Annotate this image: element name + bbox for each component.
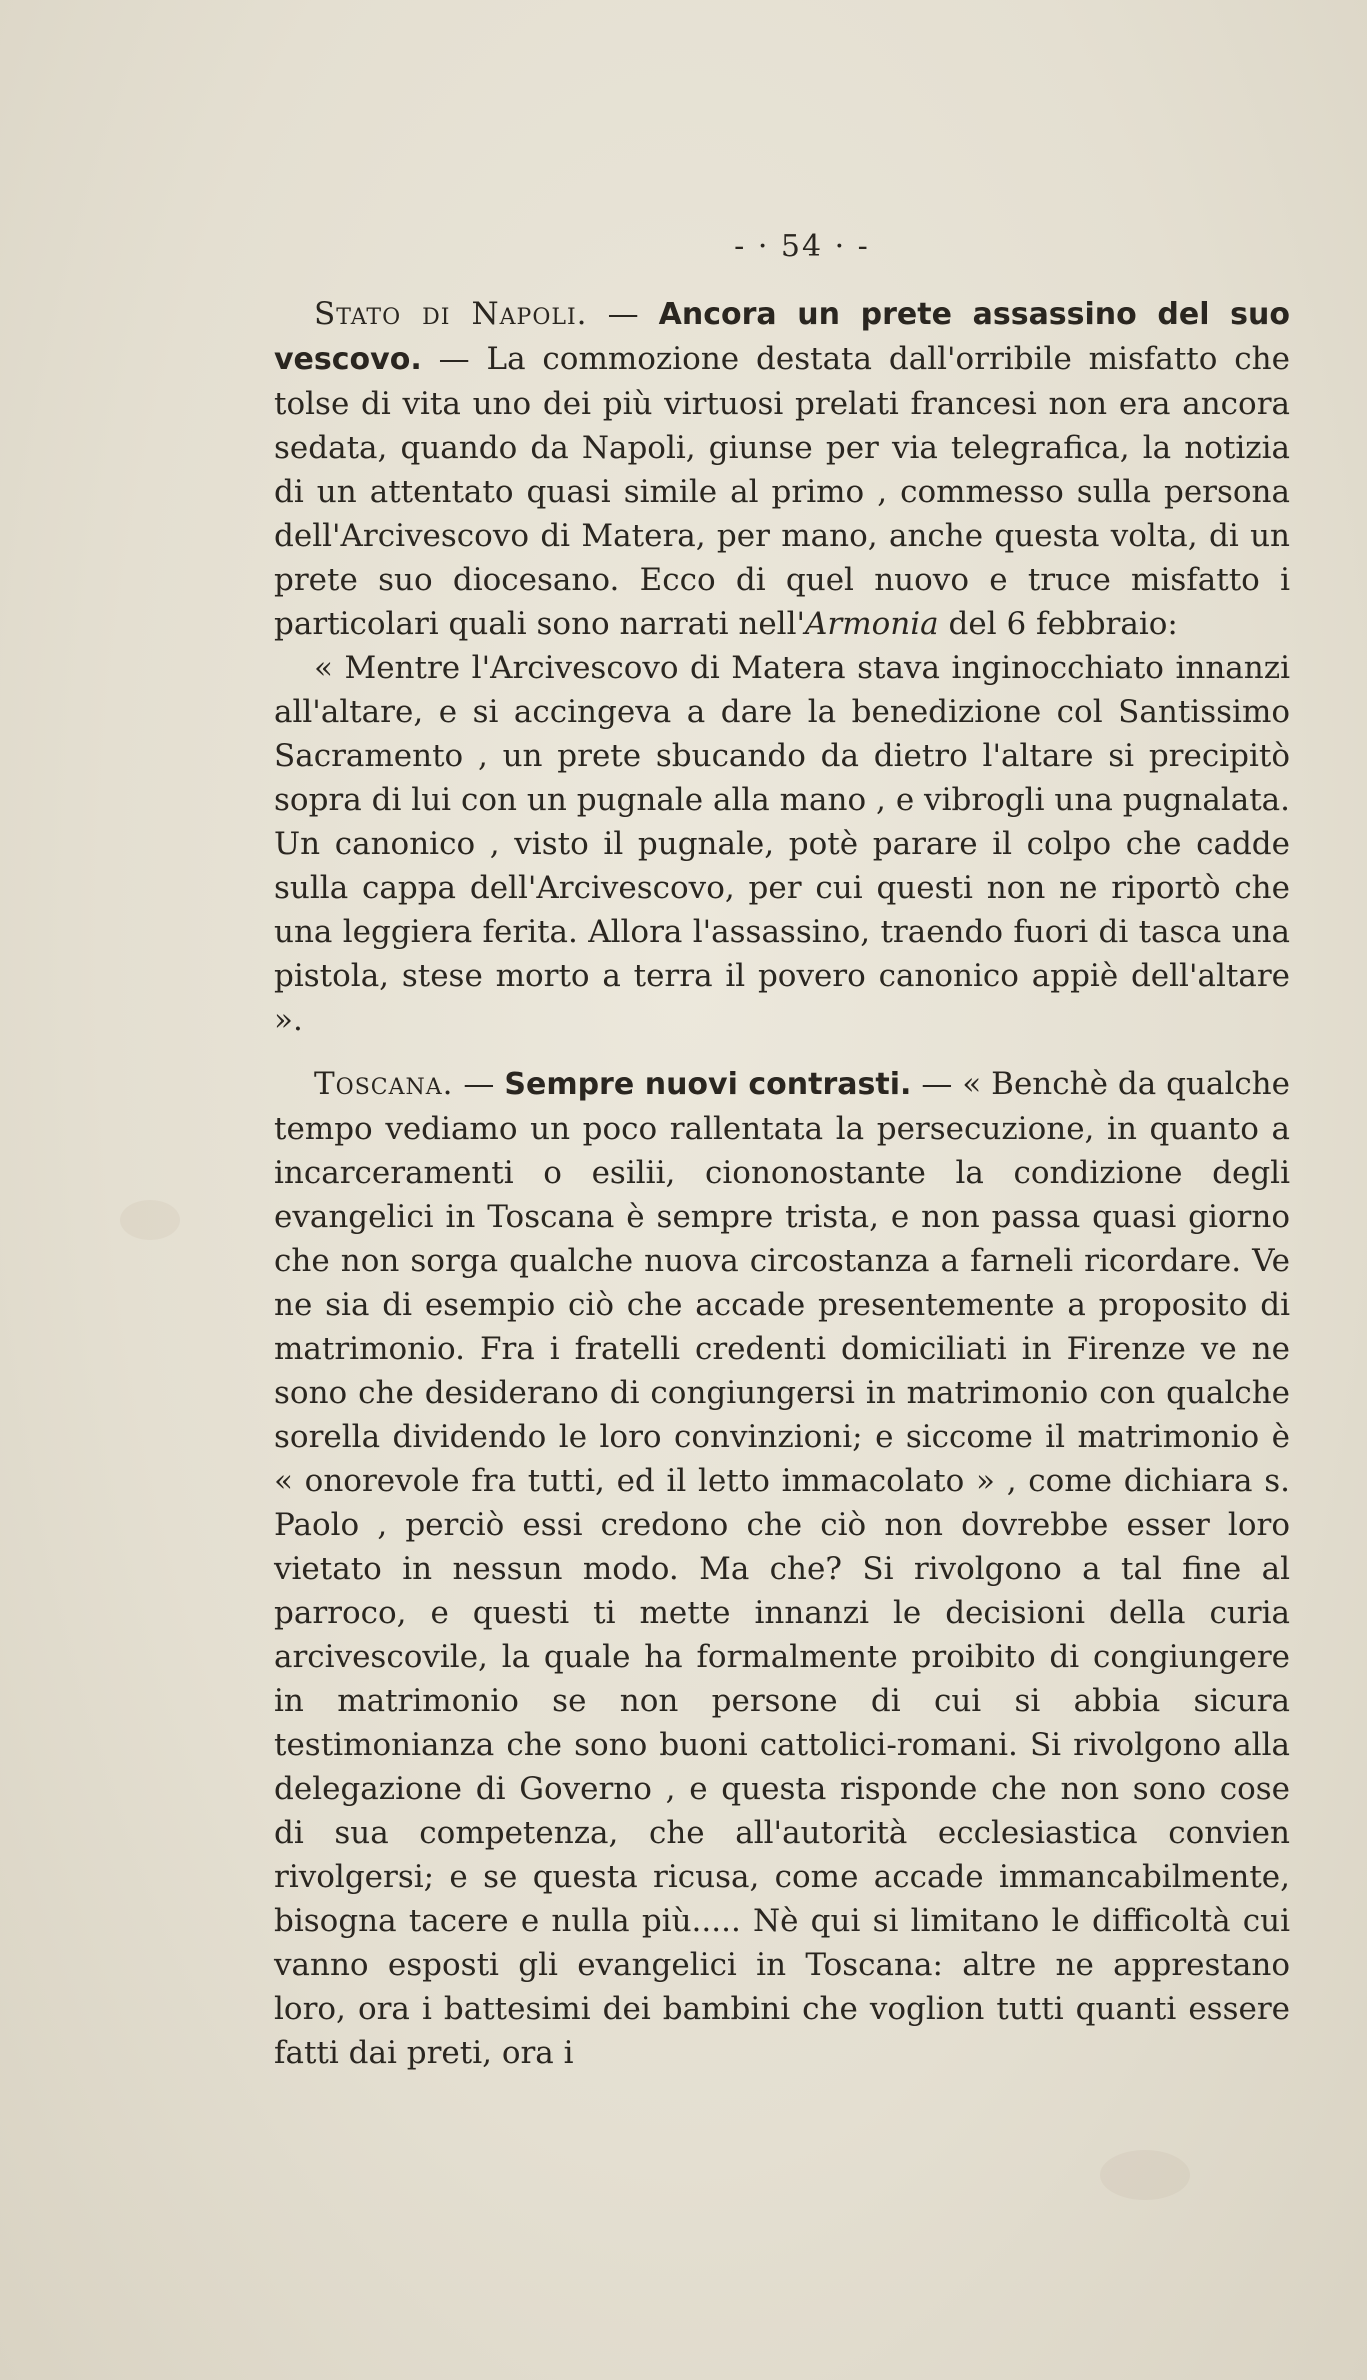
paper-stain (1100, 2150, 1190, 2200)
source-title: Armonia (805, 606, 939, 642)
section-heading: Ancora un prete assassino del suo vescovo. (274, 297, 1290, 377)
paper-stain (120, 1200, 180, 1240)
section-napoli (274, 292, 1290, 646)
body-text: — « Benchè da qualche tempo vediamo un poco rallentata la persecuzione, in quanto a incarceramenti o esilii, ciononostante la condizione degli evangelici in Toscana è sempre trista, e non passa quasi giorno che non sorga qualche nuova circostanza a farneli ricordare. Ve ne sia di esempio ciò che accade presentemente a proposito di matrimonio. Fra i fratelli credenti domiciliati in Firenze ve ne sono che desiderano di congiungersi in matrimonio con qualche sorella dividendo le loro convinzioni; e siccome il matrimonio è « onorevole fra tutti, ed il letto immacolato » , come dichiara s. Paolo , perciò essi credono che ciò non dovrebbe esser loro vietato in nessun modo. Ma che? Si rivolgono a tal fine al parroco, e questi ti mette innanzi le decisioni della curia arcivescovile, la quale ha formalmente proibito di congiungere in matrimonio se non persone di cui si abbia sicura testimonianza che sono buoni cattolici-romani. Si rivolgono alla delegazione di Governo , e questa risponde che non sono cose di sua competenza, che all'autorità ecclesiastica convien rivolgersi; e se questa ricusa, come accade immancabilmente, bisogna tacere e nulla più..... Nè qui si limitano le difficoltà cui vanno esposti gli evangelici in Toscana: altre ne apprestano loro, ora i battesimi dei bambini che voglion tutti quanti essere fatti dai preti, ora i (274, 1066, 1290, 2071)
section-toscana (274, 1062, 1290, 2075)
page-number: - · 54 · - (734, 229, 870, 264)
body-text: — La commozione destata dall'orribile misfatto che tolse di vita uno dei più virtuosi prelati francesi non era ancora sedata, quando da Napoli, giunse per via telegrafica, la notizia di un attentato quasi simile al primo , commesso sulla persona dell'Arcivescovo di Matera, per mano, anche questa volta, di un prete suo diocesano. Ecco di quel nuovo e truce misfatto i particolari quali sono narrati nell' (274, 341, 1290, 642)
body-text: del 6 febbraio: (938, 606, 1178, 642)
dash: — (587, 296, 659, 332)
place-name: Stato di Napoli. (314, 296, 588, 332)
dash: — (453, 1066, 505, 1102)
book-page (274, 222, 1290, 2075)
place-name: Toscana. (314, 1066, 454, 1102)
section-heading: Sempre nuovi contrasti. (504, 1067, 912, 1102)
quote-paragraph: « Mentre l'Arcivescovo di Matera stava inginocchiato innanzi all'altare, e si accingeva a dare la benedizione col Santissimo Sacramento , un prete sbucando da dietro l'altare si precipitò sopra di lui con un pugnale alla mano , e vibrogli una pugnalata. Un canonico , visto il pugnale, potè parare il colpo che cadde sulla cappa dell'Arcivescovo, per cui questi non ne riportò che una leggiera ferita. Allora l'assassino, traendo fuori di tasca una pistola, stese morto a terra il povero canonico appiè dell'altare ». (274, 650, 1290, 1038)
